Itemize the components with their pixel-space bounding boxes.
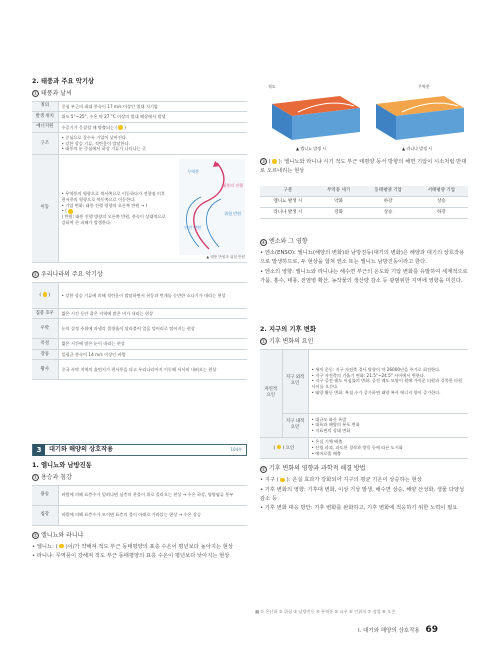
figure-label-equator: 적도 [268, 84, 276, 89]
subsection-title: 기후 변화의 요인 [269, 337, 314, 345]
table-row [260, 208, 468, 219]
column-header: 동태평양 기압 [362, 186, 415, 197]
row-line: • 에어로졸 배출 [311, 450, 341, 456]
number-badge: ① [33, 475, 38, 482]
row-label-end: ) 요인 [282, 445, 295, 451]
row-label: 지구 내적 요인 [282, 413, 308, 437]
subsection-heading [32, 90, 247, 98]
table-row [32, 349, 247, 360]
table-cell: 엘니뇨 발생 시 [260, 197, 316, 208]
row-line: • 온실 기체 배출 [311, 439, 343, 445]
table-cell: 강화 [316, 208, 362, 219]
table-row [32, 339, 247, 350]
subsection-heading [260, 465, 468, 473]
subsection-heading [260, 238, 468, 246]
compare-table [260, 186, 468, 219]
number-badge: ③ [261, 159, 266, 165]
para-line: ): 온실 효과가 강화되어 지구의 평균 기온이 상승하는 현상 [286, 477, 422, 484]
row-text: 바람에 의해 표층수가 밀려나면 심층의 찬물이 위로 올라오는 현상 → 수온 하강, 영양염류 풍부 [58, 485, 247, 505]
row-text: 짧은 시간 동안 좁은 지역에 많은 비가 내리는 현상 [58, 308, 247, 319]
row-text: 중심 부근의 최대 풍속이 17 m/s 이상인 열대 저기압 [58, 101, 247, 112]
table-row [260, 349, 468, 413]
row-text: • 강한 상승 기류에 의해 적란운이 발달하면서 천둥과 번개를 동반한 소나기가 내리는 현상 [58, 282, 247, 308]
diagram-caption: ▲ 태풍 반원과 위험 반원 [206, 254, 245, 259]
number-badge: ① [261, 339, 266, 346]
page-footer [358, 624, 438, 636]
figure-label-trade-wind: 무역풍 [418, 84, 430, 89]
typhoon-table [32, 101, 247, 263]
figure-caption: ▲ 엘니뇨 발생 시 [296, 146, 327, 151]
row-line: • 기압 변화: 태풍 진행 방향의 오른쪽 반원 → ( [61, 202, 148, 208]
section-page-ref: 104쪽 [230, 447, 242, 453]
column-header: 무역풍 세기 [316, 186, 362, 197]
row-label: 침강 [32, 505, 58, 525]
table-row [32, 133, 247, 155]
wind-label: 무역풍 [187, 168, 199, 174]
section-title: 2. 지구의 기후 변화 [260, 326, 316, 333]
para-line: • 기후 변화의 영향: 기후대 변화, 이상 기상 발생, 해수면 상승, 해양 산성화, 생물 다양성 감소 등 [260, 486, 465, 502]
table-row [32, 485, 247, 505]
row-label: ( [273, 445, 276, 451]
row-line: • 중심으로 갈수록 기압이 낮아진다. [61, 134, 128, 140]
row-label: 용승 [32, 485, 58, 505]
left-column-lower [32, 462, 247, 561]
subsection-heading [32, 532, 247, 540]
number-badge: ② [33, 533, 38, 540]
table-cell: 상승 [362, 208, 415, 219]
impact-paragraph [260, 476, 468, 513]
row-label: 자연적 요인 [260, 349, 282, 437]
number-badge: ④ [261, 239, 266, 246]
row-text-end: ) [124, 124, 126, 130]
row-label: 에너지원 [32, 122, 58, 133]
subsection-heading [32, 474, 247, 482]
row-label: 발생 위치 [32, 112, 58, 123]
subsection-title: 엘니뇨와 라니냐 [41, 531, 84, 539]
row-line: • 강한 상승 기류, 적란운이 발달한다. [61, 140, 130, 146]
row-label: 우박 [32, 319, 58, 339]
table-row [32, 360, 247, 380]
subsection-title: 엔소와 그 영향 [269, 238, 308, 245]
table-cell: 하강 [362, 197, 415, 208]
table-cell: 라니냐 발생 시 [260, 208, 316, 219]
blank-marker-icon [277, 445, 282, 450]
column-header: 서태평양 기압 [415, 186, 468, 197]
section-title: 1. 엘니뇨와 남방진동 [32, 462, 92, 469]
weather-table [32, 282, 247, 381]
blank-marker-icon [68, 209, 73, 214]
elnino-figures [268, 84, 468, 154]
row-label: 강풍 [32, 349, 58, 360]
table-row [260, 197, 468, 208]
row-line: • 세차 운동: 지구 자전축 경사 방향이 약 26000년을 주기로 회전한다. [311, 366, 441, 372]
row-text: 중국 사막 지역의 흙먼지가 편서풍을 타고 우리나라까지 이동해 서서히 내려오는 현상 [58, 360, 247, 380]
table-row [32, 122, 247, 133]
para-line: • 지구 ( [260, 477, 279, 484]
subsection-title: 우리나라의 주요 악기상 [41, 270, 103, 278]
number-badge: ② [261, 466, 266, 473]
table-row: ( ) • 강한 상승 기류에 의해 적란운이 발달하면서 천둥과 번개를 동반한 소나기가 내리는 현상 [32, 282, 247, 308]
table-header-row [260, 186, 468, 197]
table-row [32, 154, 247, 262]
row-label: 이동 [32, 154, 58, 262]
row-line: • 태양 활동 변화: 흑점 수가 증가하면 태양 복사 에너지 양이 증가한다. [311, 389, 441, 395]
blank-marker-icon [59, 544, 64, 549]
blank-marker-icon [280, 478, 285, 483]
number-badge: ① [33, 91, 38, 98]
row-label: 폭설 [32, 339, 58, 350]
table-cell: 상승 [415, 197, 468, 208]
table-row [32, 505, 247, 525]
row-text: 바람에 의해 표층수가 모이면 표층의 물이 아래로 가라앉는 현상 → 수온 상승 [58, 505, 247, 525]
table-cell: 하강 [415, 208, 468, 219]
section-banner [32, 444, 247, 456]
row-label: 황사 [32, 360, 58, 380]
subsection-heading [32, 271, 247, 279]
table-row [32, 112, 247, 123]
row-text: 위도 5°~25°, 수온 약 27 °C 이상의 열대 해상에서 발생 [58, 112, 247, 123]
elnino-figure [268, 90, 364, 146]
row-line: • 태풍의 눈 중심에서 하강 기류가 나타나는 곳 [61, 146, 147, 152]
page-number: 69 [425, 625, 439, 635]
footer-chapter: Ⅰ. 대기와 해양의 상호작용 [358, 628, 420, 634]
column-header: 구분 [260, 186, 316, 197]
enso-block [260, 236, 468, 286]
blank-marker-icon [118, 125, 123, 130]
subsection-title: 태풍과 날씨 [41, 89, 72, 97]
section-title: 2. 태풍과 주요 악기상 [32, 78, 95, 85]
row-line: • 대규모 화산 폭발 [311, 416, 347, 422]
answer-legend: ▩ ① 온난화 ② 위험 ③ 남방진동 ④ 무역풍 ⑤ 뇌우 ⑥ 인위적 ⑦ 잠열 ⑧ 오존 [255, 609, 396, 614]
row-text: 수증기가 응결할 때 방출되는 ( [61, 124, 118, 130]
row-text: 일평균 풍속이 14 m/s 이상인 바람 [58, 349, 247, 360]
para-line: • 엔소의 영향: 엘니뇨와 라니냐는 해수면 부근의 온도와 기압 변화를 유발하여 세계적으로 가뭄, 홍수, 태풍, 전염병 확산, 농작물의 생산량 감소 등 광범위한 지역에 영향을 미친다. [260, 268, 468, 284]
row-label: 구조 [32, 133, 58, 155]
row-label: ( [39, 292, 42, 298]
climate-factor-table [260, 349, 468, 460]
para-line: • 라니냐: 무역풍이 강해져 적도 부근 동태평양의 표층 수온이 평년보다 낮아지는 현상 [32, 552, 230, 559]
subsection-title: 기후 변화의 영향과 과학적 해결 방법 [269, 465, 366, 473]
southern-oscillation-paragraph: ③ ( ): 엘니뇨와 라니냐 시기 적도 부근 태평양 동서 방향의 해면 기압이 시소처럼 반대로 오르내리는 현상 [260, 159, 467, 175]
table-row [32, 319, 247, 339]
table-row [260, 413, 468, 437]
row-line: • 지구 공전 궤도 이심률의 변화: 공전 궤도 모양이 원에 가까운 타원과 길쭉한 타원 사이를 오간다. [311, 378, 463, 389]
row-line: • 무역풍의 영향으로 북서쪽으로 이동하다가 전향점 이후 편서풍의 영향으로 북동쪽으로 이동한다. [61, 191, 165, 202]
section-number: 3 [33, 444, 45, 456]
subsection-heading [260, 338, 468, 346]
row-text: 짧은 시간에 많은 눈이 내리는 현상 [58, 339, 247, 350]
row-line: • 지표면의 상태 변화 [311, 427, 351, 433]
table-row [32, 308, 247, 319]
upwelling-table [32, 485, 247, 526]
row-line: • ( [61, 208, 67, 214]
elnino-paragraph [32, 543, 247, 562]
row-label: 정의 [32, 101, 58, 112]
table-row [32, 101, 247, 112]
para-line: • 엔소(ENSO): 엘니뇨(해양의 변화)와 남방진동(대기의 변화)은 해양과 대기의 상호작용으로 발생하므로, 두 현상을 합쳐 엔소 또는 엘니뇨 남방진동이라고 한다. [260, 250, 465, 266]
row-line: ) 반원: 태풍 진행 방향의 오른쪽 반원, 풍속이 상대적으로 강하여 큰 피해가 발생한다. [61, 213, 166, 225]
lanina-figure [372, 90, 468, 146]
table-cell: 약화 [316, 197, 362, 208]
row-label: 집중 호우 [32, 308, 58, 319]
row-line: • 산림 파괴, 과도한 경작과 방목 등에 따른 도시화 [311, 445, 403, 451]
path-label: 태풍의 진행 [222, 182, 243, 188]
figure-caption: ▲ 라니냐 발생 시 [402, 146, 433, 151]
row-label: 지구 외적 요인 [282, 349, 308, 413]
climate-change-block [260, 326, 468, 513]
para-line: ): 엘니뇨와 라니냐 시기 적도 부근 태평양 동서 방향의 해면 기압이 시소처럼 반대로 오르내리는 현상 [260, 159, 467, 175]
para-line: • 기후 변화 대응 방안: 기후 변화를 완화하고, 기후 변화에 적응하기 위한 노력이 필요 [260, 505, 458, 512]
para-line: • 엘니뇨: ( [32, 543, 58, 550]
row-line: • 대륙과 해양의 분포 변화 [311, 422, 360, 428]
danger-half-label: 위험 반원 [224, 210, 241, 216]
row-line: • 지구 자전축의 기울기 변화: 21.5°~24.5° 사이에서 변한다. [311, 372, 426, 378]
blank-marker-icon [43, 292, 48, 297]
row-text: 눈의 결정 주위에 과냉각 물방울이 달라붙어 얼음 덩어리로 떨어지는 현상 [58, 319, 247, 339]
blank-marker-icon [272, 159, 277, 164]
para-line: )이/가 약해져 적도 부근 동태평양의 표층 수온이 평년보다 높아지는 현상 [65, 543, 233, 550]
section-banner-title: 대기와 해양의 상호작용 [49, 445, 114, 453]
safe-half-label: 안전 반원 [184, 224, 201, 230]
table-row [260, 437, 468, 459]
subsection-title: 용승과 침강 [41, 473, 72, 481]
number-badge: ② [33, 272, 38, 279]
